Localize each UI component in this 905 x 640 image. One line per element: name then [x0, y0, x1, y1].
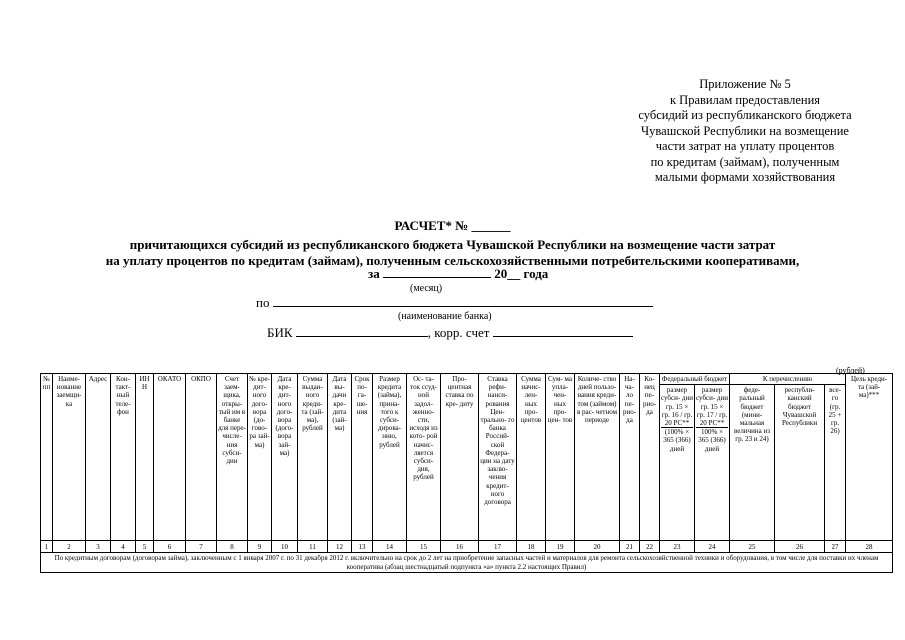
column-number-row	[41, 541, 893, 553]
bank-caption: (наименование банка)	[398, 311, 492, 322]
bik-field[interactable]	[296, 325, 428, 337]
column-number: 20	[575, 541, 620, 553]
column-number: 19	[546, 541, 575, 553]
federal-subsidy-formula-a: размер субси- дии гр. 15 × гр. 16 / гр. 20 РС**	[661, 386, 693, 428]
federal-subsidy-denominator-b: 100% × 365 (366) дней	[696, 427, 728, 453]
column-number: 11	[298, 541, 328, 553]
corr-account-field[interactable]	[493, 325, 633, 337]
federal-subsidy-formula-b: размер субси- дии гр. 15 × гр. 17 / гр. 20 РС**	[696, 386, 728, 428]
title-block	[0, 218, 905, 269]
unit-label: (рублей)	[836, 366, 865, 375]
column-header: ОКАТО	[154, 374, 186, 541]
column-number: 15	[407, 541, 441, 553]
column-header: Счет заем- щика, откры- тый им в банке для пере- числе- ния субси- дии	[217, 374, 248, 541]
federal-subsidy-column-a	[660, 385, 695, 541]
column-header: Сум- ма упла- чен- ных про- цен- тов	[546, 374, 575, 541]
column-header: Про- центная ставка по кре- диту	[441, 374, 479, 541]
column-header: Цель креди- та (зай- ма)***	[846, 374, 893, 541]
column-number: 10	[272, 541, 298, 553]
column-header: № пп	[41, 374, 53, 541]
period-line	[368, 266, 548, 282]
column-number: 28	[846, 541, 893, 553]
column-header: Ко- нец пе- рио- да	[640, 374, 660, 541]
bank-line	[256, 295, 653, 311]
column-header: На- ча- ло пе- рио- да	[620, 374, 640, 541]
column-number: 12	[328, 541, 352, 553]
column-header: Сумма начис- лен- ных про- центов	[517, 374, 546, 541]
federal-budget-group-header: Федеральный бюджет	[660, 374, 730, 385]
month-caption: (месяц)	[410, 283, 443, 294]
column-number: 16	[441, 541, 479, 553]
column-number: 25	[730, 541, 775, 553]
column-number: 5	[136, 541, 154, 553]
column-number: 24	[695, 541, 730, 553]
federal-subsidy-denominator-a: (100% × 365 (366) дней	[661, 427, 693, 453]
column-number: 17	[479, 541, 517, 553]
period-prefix: за	[368, 266, 380, 281]
column-header: № кре- дит- ного дого- вора (до- гово- ра зай- ма)	[248, 374, 272, 541]
column-number: 8	[217, 541, 248, 553]
bik-label: БИК	[267, 325, 293, 340]
column-number: 1	[41, 541, 53, 553]
column-number: 3	[86, 541, 111, 553]
appendix-line: субсидий из республиканского бюджета	[638, 108, 852, 122]
table-header-row	[41, 374, 893, 385]
column-header: Дата вы- дачи кре- дита (зай- ма)	[328, 374, 352, 541]
column-number: 4	[111, 541, 136, 553]
transfer-group-header: К перечислению	[730, 374, 846, 385]
appendix-line: Чувашской Республики на возмещение	[641, 123, 849, 138]
federal-subsidy-column-b	[695, 385, 730, 541]
month-field[interactable]	[383, 266, 491, 278]
column-number: 9	[248, 541, 272, 553]
document-title: РАСЧЕТ* № ______	[394, 218, 511, 233]
column-number: 14	[373, 541, 407, 553]
appendix-line: Приложение № 5	[699, 77, 791, 91]
corr-account-label: , корр. счет	[427, 325, 490, 340]
column-header: Адрес	[86, 374, 111, 541]
column-number: 18	[517, 541, 546, 553]
table-note: По кредитным договорам (договорам займа), заключенным с 1 января 2007 г. по 31 декабря 2012 г. включительно на срок до 2 лет на приобретение запасных частей и материалов для ремонта сельскохозяйственной техники и оборудования, в том числе для поставки их членам кооператива (абзац шестнадцатый подпункта «а» пункта 2.2 настоящих Правил)	[41, 553, 893, 573]
column-header: феде- ральный бюджет (мини- мальная величина из гр. 23 и 24)	[730, 385, 775, 541]
column-header: Срок по- га- ше- ния	[352, 374, 373, 541]
column-header: Количе- ство дней пользо- вания креди- том (займом) в рас- четном периоде	[575, 374, 620, 541]
bik-line	[267, 325, 633, 341]
period-year: 20__ года	[494, 266, 549, 281]
calculation-table	[40, 373, 893, 573]
document-subtitle-line: причитающихся субсидий из республиканского бюджета Чувашской Республики на возмещение части затрат	[129, 237, 776, 252]
column-number: 21	[620, 541, 640, 553]
appendix-block	[585, 77, 905, 186]
column-header: Ос- та- ток ссуд- ной задол- женно- сти, исходя из кото- рой начис- ляется субси- дия, рублей	[407, 374, 441, 541]
column-header: все- го (гр. 25 + гр. 26)	[825, 385, 846, 541]
column-number: 27	[825, 541, 846, 553]
column-header: республи- канский бюджет Чувашской Республики	[775, 385, 825, 541]
column-header: ОКПО	[186, 374, 217, 541]
column-header: Сумма выдан- ного креди- та (зай- ма), рублей	[298, 374, 328, 541]
column-number: 13	[352, 541, 373, 553]
appendix-line: малыми формами хозяйствования	[654, 170, 836, 184]
appendix-line: к Правилам предоставления	[669, 92, 821, 107]
column-header: Размер кредита (займа), прина- того к субси- дирова- нию, рублей	[373, 374, 407, 541]
column-header: ИНН	[136, 374, 154, 541]
bank-name-field[interactable]	[273, 295, 653, 307]
bank-prefix: по	[256, 295, 270, 310]
column-number: 26	[775, 541, 825, 553]
appendix-line: части затрат на уплату процентов	[655, 139, 835, 153]
column-number: 22	[640, 541, 660, 553]
column-number: 6	[154, 541, 186, 553]
column-number: 7	[186, 541, 217, 553]
table-note-row	[41, 553, 893, 573]
column-header: Кон- такт- ный теле- фон	[111, 374, 136, 541]
column-header: Ставка рефи- нанси- рования Цен- трально- го банка Россий- ской Федера- ции на дату заклю- чения кредит- ного договора	[479, 374, 517, 541]
column-header: Наиме- нование заемщи- ка	[53, 374, 86, 541]
column-header: Дата кре- дит- ного дого- вора (дого- вора зай- ма)	[272, 374, 298, 541]
column-number: 23	[660, 541, 695, 553]
column-number: 2	[53, 541, 86, 553]
document-subtitle-line: на уплату процентов по кредитам (займам), полученным сельскохозяйственными потребительскими кооперативами,	[105, 253, 800, 268]
appendix-line: по кредитам (займам), полученным	[650, 154, 840, 169]
